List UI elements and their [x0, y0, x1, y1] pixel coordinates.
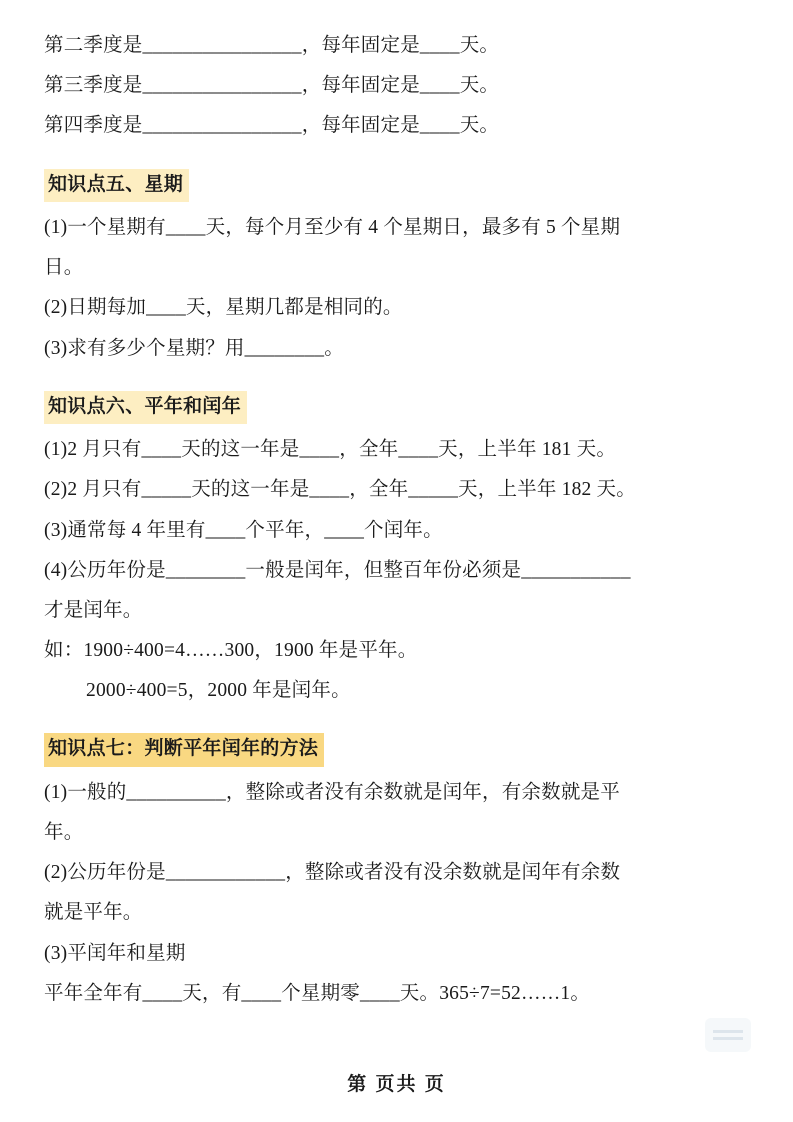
section-heading: 知识点七：判断平年闰年的方法 [44, 733, 324, 767]
page-footer: 第 页共 页 [347, 1074, 446, 1095]
text-line: 平年全年有____天，有____个星期零____天。365÷7=52……1。 [44, 982, 591, 1004]
text-line: (1)一般的__________，整除或者没有余数就是闰年，有余数就是平 [44, 781, 620, 803]
text-line: 日。 [44, 257, 84, 279]
text-line: (2)2 月只有_____天的这一年是____，全年_____天，上半年 182 天。 [44, 479, 636, 501]
section-knowledge-point-7 [44, 715, 749, 1010]
top-block [44, 30, 749, 143]
section-heading-wrap [44, 151, 749, 213]
section-knowledge-point-5 [44, 151, 749, 365]
section-heading-wrap [44, 373, 749, 435]
text-line: (2)日期每加____天，星期几都是相同的。 [44, 297, 403, 319]
text-line: (4)公历年份是________一般是闰年，但整百年份必须是___________ [44, 559, 631, 581]
text-line: 第三季度是________________，每年固定是____天。 [44, 75, 500, 97]
text-line: 第二季度是________________，每年固定是____天。 [44, 35, 500, 56]
text-line: 2000÷400=5，2000 年是闰年。 [86, 680, 351, 702]
text-line: (3)平闰年和星期 [44, 942, 186, 964]
text-line: (3)求有多少个星期？用________。 [44, 337, 344, 359]
text-line: (1)2 月只有____天的这一年是____，全年____天，上半年 181 天。 [44, 439, 617, 461]
text-line: 第四季度是________________，每年固定是____天。 [44, 115, 500, 137]
section-heading: 知识点五、星期 [44, 169, 189, 203]
section-heading-wrap [44, 715, 749, 777]
text-line: 年。 [44, 822, 84, 844]
text-line: 才是闰年。 [44, 599, 143, 621]
section-knowledge-point-6 [44, 373, 749, 708]
text-line: 就是平年。 [44, 902, 143, 924]
text-line: (1)一个星期有____天，每个月至少有 4 个星期日，最多有 5 个星期 [44, 217, 621, 239]
text-line: 如：1900÷400=4……300，1900 年是平年。 [44, 640, 418, 662]
text-line: (3)通常每 4 年里有____个平年，____个闰年。 [44, 519, 443, 541]
text-line: (2)公历年份是____________，整除或者没有没余数就是闰年有余数 [44, 862, 621, 884]
watermark [705, 1018, 751, 1052]
section-heading: 知识点六、平年和闰年 [44, 391, 247, 425]
